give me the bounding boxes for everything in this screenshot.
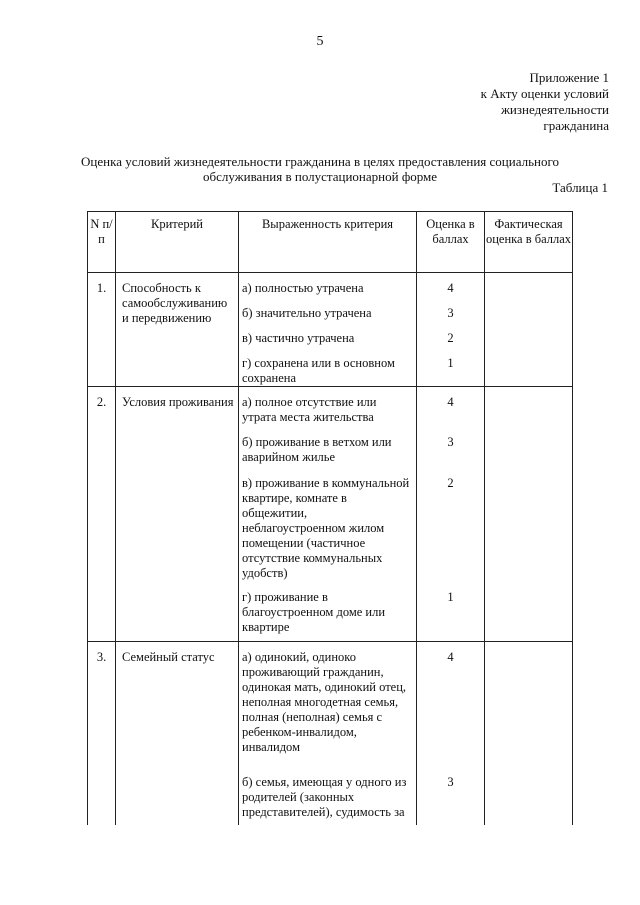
criterion-cell: Условия проживания: [116, 387, 239, 642]
row-number: 2.: [88, 387, 116, 642]
document-title: [0, 154, 640, 184]
header-actual-score: Фактическая оценка в баллах: [485, 212, 573, 273]
header-score: Оценка в баллах: [417, 212, 485, 273]
table-label: Таблица 1: [552, 180, 608, 195]
option-text: б) проживание в ветхом или аварийном жилье: [242, 435, 392, 464]
header-num: N п/п: [88, 212, 116, 273]
score-value: 1: [447, 356, 454, 370]
actual-score-cell: [485, 642, 573, 825]
row-number: 3.: [88, 642, 116, 825]
score-value: 2: [447, 331, 454, 345]
scores-cell: [417, 273, 485, 387]
appendix-line: гражданина: [543, 118, 609, 133]
appendix-line: к Акту оценки условий: [480, 86, 609, 101]
header-criterion: Критерий: [116, 212, 239, 273]
criterion-cell: Семейный статус: [116, 642, 239, 825]
score-value: 2: [447, 476, 454, 490]
option-text: г) проживание в благоустроенном доме или квартире: [242, 590, 386, 634]
scores-cell: [417, 387, 485, 642]
option-text: г) сохранена или в основном сохранена: [242, 356, 395, 385]
table-row: [88, 273, 573, 387]
option-text: б) значительно утрачена: [242, 306, 372, 320]
table-row: [88, 642, 573, 825]
options-cell: [239, 387, 417, 642]
appendix-line: жизнедеятельности: [500, 102, 609, 117]
row-number: 1.: [88, 273, 116, 387]
option-text: в) частично утрачена: [242, 331, 355, 345]
table-row: [88, 387, 573, 642]
option-text: а) полное отсутствие или утрата места жительства: [242, 395, 377, 424]
score-value: 3: [447, 775, 454, 789]
score-value: 3: [447, 306, 454, 320]
scores-cell: [417, 642, 485, 825]
option-text: а) полностью утрачена: [242, 281, 364, 295]
appendix-block: [481, 70, 609, 134]
criterion-cell: Способность к самообслуживанию и передвижению: [116, 273, 239, 387]
table-header-row: [88, 212, 573, 273]
score-value: 4: [447, 281, 454, 295]
title-line: обслуживания в полустационарной форме: [202, 169, 438, 184]
page-number: 5: [316, 34, 324, 49]
actual-score-cell: [485, 387, 573, 642]
assessment-table: [87, 211, 573, 825]
actual-score-cell: [485, 273, 573, 387]
score-value: 1: [447, 590, 454, 604]
option-text: б) семья, имеющая у одного из родителей (законных представителей), судимость за: [242, 775, 407, 819]
option-text: в) проживание в коммунальной квартире, комнате в общежитии, неблагоустроенном жилом помещении (частичное отсутствие коммунальных удобств): [242, 476, 410, 580]
score-value: 3: [447, 435, 454, 449]
option-text: а) одинокий, одиноко проживающий гражданин, одинокая мать, одинокий отец, неполная многодетная семья, полная (неполная) семья с ребенком-инвалидом, инвалидом: [242, 650, 407, 754]
score-value: 4: [447, 395, 454, 409]
header-expression: Выраженность критерия: [239, 212, 417, 273]
options-cell: [239, 273, 417, 387]
score-value: 4: [447, 650, 454, 664]
options-cell: [239, 642, 417, 825]
appendix-line: Приложение 1: [529, 70, 609, 85]
title-line: Оценка условий жизнедеятельности гражданина в целях предоставления социального: [81, 154, 559, 169]
